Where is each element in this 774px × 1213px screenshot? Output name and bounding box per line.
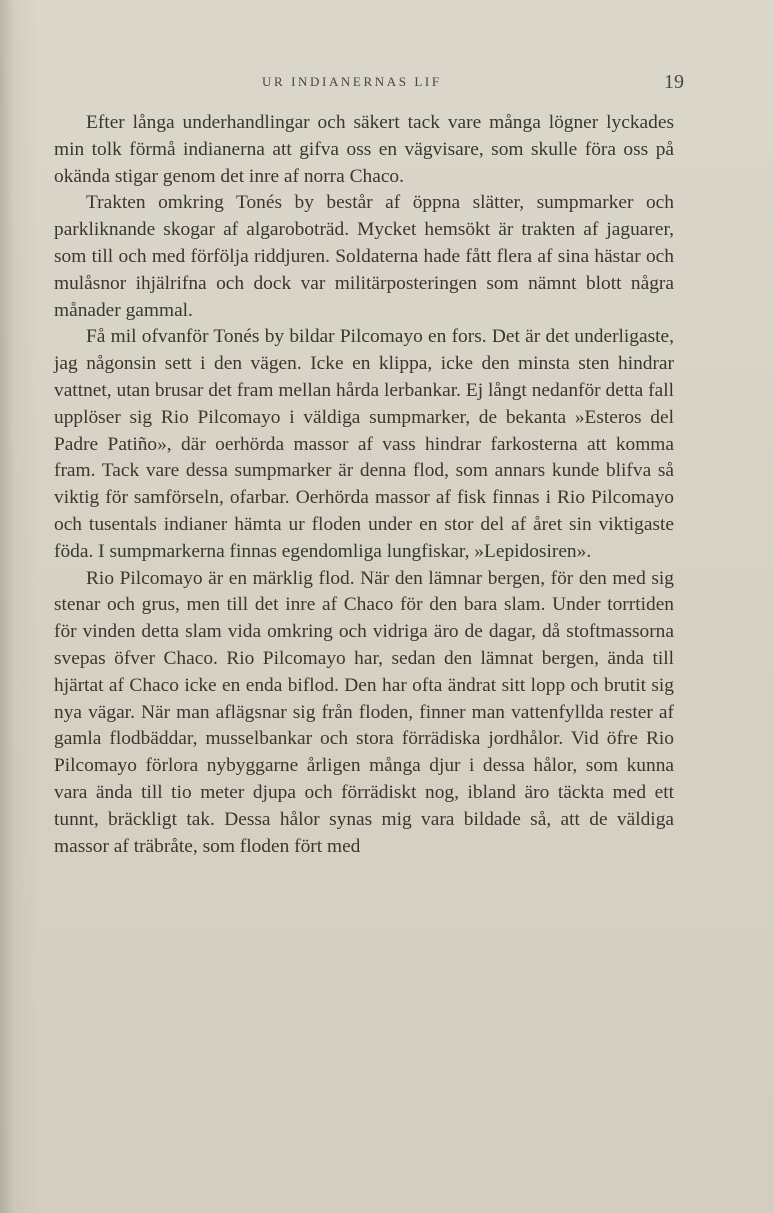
page-number: 19 — [664, 71, 684, 93]
paragraph-1: Efter långa underhandlingar och säkert tack vare många lögner lyckades min tolk förmå indianerna att gifva oss en vägvisare, som skulle föra oss på okända stigar genom det inre af norra Chaco. — [54, 112, 674, 187]
paragraph-3: Få mil ofvanför Tonés by bildar Pilcomayo en fors. Det är det underligaste, jag någonsin sett i den vägen. Icke en klippa, icke den minsta sten hindrar vattnet, utan brusar det fram mellan hårda lerbankar. Ej långt nedanför detta fall upplöser sig Rio Pilcomayo i väldiga sumpmarker, de bekanta »Esteros del Padre Patiño», där oerhörda massor af vass hindrar farkosterna att komma fram. Tack vare dessa sumpmarker är denna flod, som annars kunde blifva så viktig för samförseln, ofarbar. Oerhörda massor af fisk finnas i Rio Pilcomayo och tusentals indianer hämta ur floden under en stor del af året sin viktigaste föda. I sumpmarkerna finnas egendomliga lungfiskar, »Lepidosiren». — [54, 326, 674, 562]
paragraph-4: Rio Pilcomayo är en märklig flod. När den lämnar bergen, för den med sig stenar och grus, men till det inre af Chaco för den bara slam. Under torrtiden för vinden detta slam vida omkring och vidriga äro de dagar, då stoftmassorna svepas öfver Chaco. Rio Pilcomayo har, sedan den lämnat bergen, ända till hjärtat af Chaco icke en enda biflod. Den har ofta ändrat sitt lopp och brutit sig nya vägar. När man aflägsnar sig från floden, finner man vattenfyllda rester af gamla flodbäddar, musselbankar och stora förrädiska jordhålor. Vid öfre Rio Pilcomayo förlora nybyggarne årligen många djur i dessa hålor, som kunna vara ända till tio meter djupa och förrädiskt nog, ibland äro täckta med ett tunnt, bräckligt tak. Dessa hålor synas mig vara bildade så, att de väldiga massor af träbråte, som floden fört med — [54, 567, 674, 857]
body-text — [54, 110, 674, 860]
page-header — [0, 71, 774, 98]
running-head: UR INDIANERNAS LIF — [262, 74, 442, 89]
paragraph-2: Trakten omkring Tonés by består af öppna slätter, sumpmarker och parkliknande skogar af algaroboträd. Mycket hemsökt är trakten af jaguarer, som till och med förfölja riddjuren. Soldaterna hade fått flera af sina hästar och mulåsnor ihjälrifna och dock var militärposteringen som nämnt blott några månader gammal. — [54, 192, 674, 321]
